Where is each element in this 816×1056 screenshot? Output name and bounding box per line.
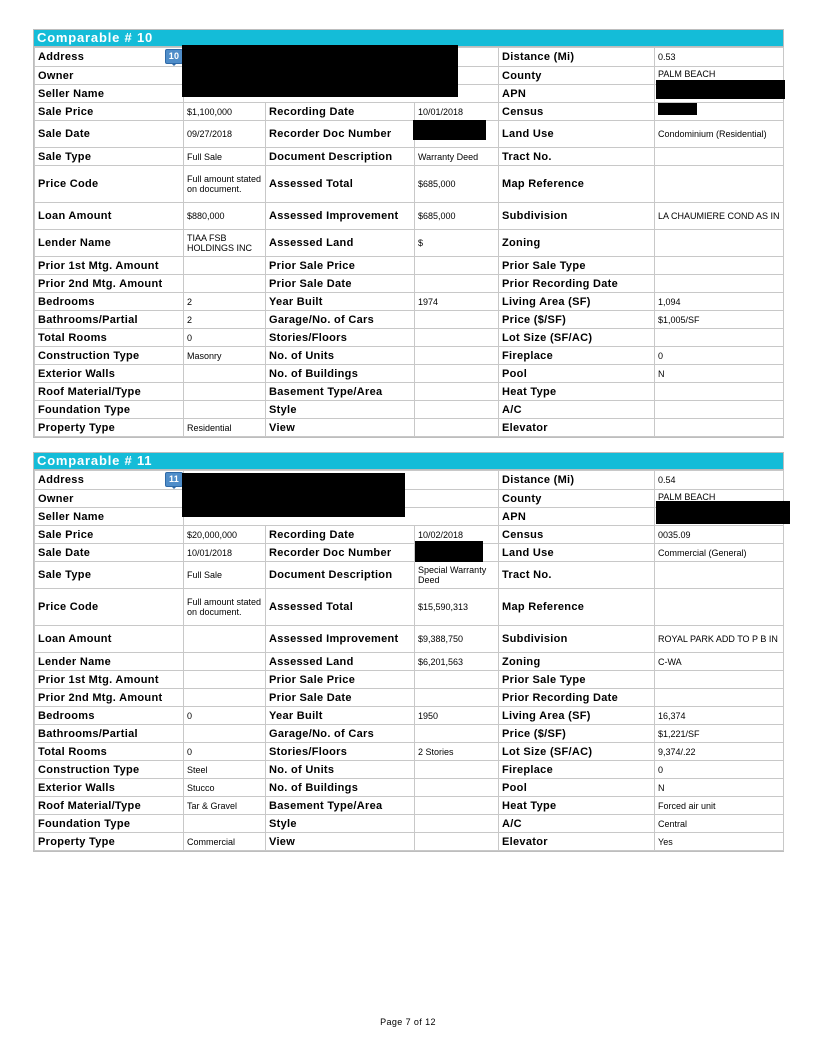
sale-date-label: Sale Date: [35, 121, 184, 148]
bathrooms-label: Bathrooms/Partial: [35, 725, 184, 743]
document-description-value: Special Warranty Deed: [415, 562, 499, 589]
loan-amount-value: $880,000: [184, 203, 266, 230]
assessed-improvement-value: $9,388,750: [415, 626, 499, 653]
bathrooms-value: [184, 725, 266, 743]
exterior-walls-value: [184, 365, 266, 383]
distance-value: 0.54: [655, 471, 784, 490]
comparable-title: Comparable # 11: [34, 453, 783, 470]
living-area-value: 16,374: [655, 707, 784, 725]
view-value: [415, 419, 499, 437]
lender-name-label: Lender Name: [35, 230, 184, 257]
units-value: [415, 347, 499, 365]
exterior-walls-label: Exterior Walls: [35, 779, 184, 797]
construction-type-value: Masonry: [184, 347, 266, 365]
map-pin-icon[interactable]: 10: [165, 49, 183, 64]
subdivision-label: Subdivision: [499, 626, 655, 653]
buildings-label: No. of Buildings: [266, 779, 415, 797]
map-reference-value: [655, 589, 784, 626]
redaction-block: [656, 501, 790, 524]
foundation-label: Foundation Type: [35, 815, 184, 833]
stories-value: [415, 329, 499, 347]
elevator-value: [655, 419, 784, 437]
prior-sale-price-value: [415, 257, 499, 275]
fireplace-label: Fireplace: [499, 347, 655, 365]
redaction-block: [413, 120, 486, 140]
total-rooms-label: Total Rooms: [35, 743, 184, 761]
living-area-value: 1,094: [655, 293, 784, 311]
address-label: Address 10: [35, 48, 184, 67]
prior-recording-date-label: Prior Recording Date: [499, 275, 655, 293]
prior-1st-mtg-value: [184, 671, 266, 689]
redaction-block: [182, 45, 458, 97]
view-value: [415, 833, 499, 851]
sale-type-value: Full Sale: [184, 148, 266, 166]
fireplace-label: Fireplace: [499, 761, 655, 779]
seller-name-label: Seller Name: [35, 508, 184, 526]
fireplace-value: 0: [655, 347, 784, 365]
prior-sale-type-label: Prior Sale Type: [499, 671, 655, 689]
county-label: County: [499, 67, 655, 85]
pool-value: N: [655, 779, 784, 797]
prior-sale-date-label: Prior Sale Date: [266, 689, 415, 707]
pool-label: Pool: [499, 365, 655, 383]
distance-value: 0.53: [655, 48, 784, 67]
lender-name-value: [184, 653, 266, 671]
prior-2nd-mtg-value: [184, 689, 266, 707]
census-value: 0035.09: [655, 526, 784, 544]
apn-label: APN: [499, 85, 655, 103]
heat-type-label: Heat Type: [499, 383, 655, 401]
price-code-label: Price Code: [35, 589, 184, 626]
prior-recording-date-value: [655, 275, 784, 293]
pool-label: Pool: [499, 779, 655, 797]
price-code-label: Price Code: [35, 166, 184, 203]
heat-type-value: Forced air unit: [655, 797, 784, 815]
style-label: Style: [266, 815, 415, 833]
prior-sale-type-label: Prior Sale Type: [499, 257, 655, 275]
living-area-label: Living Area (SF): [499, 293, 655, 311]
price-sf-value: $1,005/SF: [655, 311, 784, 329]
tract-value: [655, 562, 784, 589]
buildings-value: [415, 365, 499, 383]
assessed-land-value: $: [415, 230, 499, 257]
units-label: No. of Units: [266, 347, 415, 365]
redaction-block: [656, 80, 785, 99]
sale-type-label: Sale Type: [35, 148, 184, 166]
lot-size-value: 9,374/.22: [655, 743, 784, 761]
prior-sale-price-value: [415, 671, 499, 689]
redaction-block: [182, 473, 405, 517]
subdivision-label: Subdivision: [499, 203, 655, 230]
stories-label: Stories/Floors: [266, 743, 415, 761]
loan-amount-value: [184, 626, 266, 653]
total-rooms-value: 0: [184, 329, 266, 347]
assessed-improvement-label: Assessed Improvement: [266, 626, 415, 653]
loan-amount-label: Loan Amount: [35, 203, 184, 230]
recording-date-label: Recording Date: [266, 103, 415, 121]
construction-type-label: Construction Type: [35, 761, 184, 779]
ac-value: Central: [655, 815, 784, 833]
seller-name-label: Seller Name: [35, 85, 184, 103]
style-label: Style: [266, 401, 415, 419]
bathrooms-label: Bathrooms/Partial: [35, 311, 184, 329]
buildings-label: No. of Buildings: [266, 365, 415, 383]
comparable-table: [34, 470, 784, 851]
prior-1st-mtg-label: Prior 1st Mtg. Amount: [35, 671, 184, 689]
sale-date-value: 09/27/2018: [184, 121, 266, 148]
basement-label: Basement Type/Area: [266, 383, 415, 401]
tract-label: Tract No.: [499, 562, 655, 589]
living-area-label: Living Area (SF): [499, 707, 655, 725]
assessed-land-label: Assessed Land: [266, 230, 415, 257]
map-reference-label: Map Reference: [499, 166, 655, 203]
prior-2nd-mtg-value: [184, 275, 266, 293]
subdivision-value: ROYAL PARK ADD TO P B IN: [655, 626, 784, 653]
lender-name-value: TIAA FSB HOLDINGS INC: [184, 230, 266, 257]
view-label: View: [266, 419, 415, 437]
recording-date-value: 10/02/2018: [415, 526, 499, 544]
garage-value: [415, 725, 499, 743]
exterior-walls-value: Stucco: [184, 779, 266, 797]
document-description-label: Document Description: [266, 148, 415, 166]
price-code-value: Full amount stated on document.: [184, 589, 266, 626]
units-label: No. of Units: [266, 761, 415, 779]
stories-label: Stories/Floors: [266, 329, 415, 347]
recorder-doc-label: Recorder Doc Number: [266, 544, 415, 562]
roof-value: [184, 383, 266, 401]
assessed-land-label: Assessed Land: [266, 653, 415, 671]
recording-date-label: Recording Date: [266, 526, 415, 544]
recorder-doc-label: Recorder Doc Number: [266, 121, 415, 148]
land-use-value: Condominium (Residential): [655, 121, 784, 148]
assessed-total-value: $685,000: [415, 166, 499, 203]
foundation-value: [184, 815, 266, 833]
lot-size-value: [655, 329, 784, 347]
fireplace-value: 0: [655, 761, 784, 779]
property-type-label: Property Type: [35, 419, 184, 437]
sale-price-value: $20,000,000: [184, 526, 266, 544]
prior-recording-date-value: [655, 689, 784, 707]
census-label: Census: [499, 103, 655, 121]
heat-type-value: [655, 383, 784, 401]
sale-price-value: $1,100,000: [184, 103, 266, 121]
stories-value: 2 Stories: [415, 743, 499, 761]
county-value: PALM BEACH: [655, 490, 784, 508]
distance-label: Distance (Mi): [499, 48, 655, 67]
sale-type-label: Sale Type: [35, 562, 184, 589]
foundation-label: Foundation Type: [35, 401, 184, 419]
sale-price-label: Sale Price: [35, 526, 184, 544]
bathrooms-value: 2: [184, 311, 266, 329]
county-value: PALM BEACH: [655, 67, 784, 85]
price-sf-label: Price ($/SF): [499, 311, 655, 329]
property-type-label: Property Type: [35, 833, 184, 851]
garage-label: Garage/No. of Cars: [266, 311, 415, 329]
redaction-block: [415, 541, 483, 562]
elevator-label: Elevator: [499, 833, 655, 851]
price-sf-value: $1,221/SF: [655, 725, 784, 743]
roof-label: Roof Material/Type: [35, 797, 184, 815]
document-description-label: Document Description: [266, 562, 415, 589]
garage-value: [415, 311, 499, 329]
prior-1st-mtg-label: Prior 1st Mtg. Amount: [35, 257, 184, 275]
style-value: [415, 815, 499, 833]
basement-value: [415, 383, 499, 401]
land-use-label: Land Use: [499, 544, 655, 562]
lot-size-label: Lot Size (SF/AC): [499, 743, 655, 761]
zoning-value: C-WA: [655, 653, 784, 671]
units-value: [415, 761, 499, 779]
land-use-value: Commercial (General): [655, 544, 784, 562]
prior-sale-date-value: [415, 689, 499, 707]
garage-label: Garage/No. of Cars: [266, 725, 415, 743]
prior-sale-price-label: Prior Sale Price: [266, 257, 415, 275]
view-label: View: [266, 833, 415, 851]
document-description-value: Warranty Deed: [415, 148, 499, 166]
zoning-value: [655, 230, 784, 257]
sale-date-value: 10/01/2018: [184, 544, 266, 562]
year-built-label: Year Built: [266, 707, 415, 725]
census-label: Census: [499, 526, 655, 544]
property-type-value: Residential: [184, 419, 266, 437]
prior-sale-type-value: [655, 257, 784, 275]
assessed-total-label: Assessed Total: [266, 589, 415, 626]
bedrooms-value: 0: [184, 707, 266, 725]
buildings-value: [415, 779, 499, 797]
heat-type-label: Heat Type: [499, 797, 655, 815]
sale-price-label: Sale Price: [35, 103, 184, 121]
prior-2nd-mtg-label: Prior 2nd Mtg. Amount: [35, 689, 184, 707]
distance-label: Distance (Mi): [499, 471, 655, 490]
address-label: Address 11: [35, 471, 184, 490]
assessed-total-value: $15,590,313: [415, 589, 499, 626]
apn-label: APN: [499, 508, 655, 526]
year-built-label: Year Built: [266, 293, 415, 311]
owner-label: Owner: [35, 67, 184, 85]
ac-label: A/C: [499, 815, 655, 833]
price-sf-label: Price ($/SF): [499, 725, 655, 743]
roof-value: Tar & Gravel: [184, 797, 266, 815]
tract-value: [655, 148, 784, 166]
map-reference-value: [655, 166, 784, 203]
owner-label: Owner: [35, 490, 184, 508]
total-rooms-label: Total Rooms: [35, 329, 184, 347]
recording-date-value: 10/01/2018: [415, 103, 499, 121]
county-label: County: [499, 490, 655, 508]
ac-value: [655, 401, 784, 419]
sale-type-value: Full Sale: [184, 562, 266, 589]
foundation-value: [184, 401, 266, 419]
prior-sale-price-label: Prior Sale Price: [266, 671, 415, 689]
elevator-label: Elevator: [499, 419, 655, 437]
redaction-block: [658, 103, 697, 115]
assessed-total-label: Assessed Total: [266, 166, 415, 203]
zoning-label: Zoning: [499, 230, 655, 257]
elevator-value: Yes: [655, 833, 784, 851]
prior-sale-date-value: [415, 275, 499, 293]
style-value: [415, 401, 499, 419]
basement-label: Basement Type/Area: [266, 797, 415, 815]
construction-type-value: Steel: [184, 761, 266, 779]
assessed-land-value: $6,201,563: [415, 653, 499, 671]
bedrooms-label: Bedrooms: [35, 293, 184, 311]
bedrooms-value: 2: [184, 293, 266, 311]
ac-label: A/C: [499, 401, 655, 419]
loan-amount-label: Loan Amount: [35, 626, 184, 653]
bedrooms-label: Bedrooms: [35, 707, 184, 725]
basement-value: [415, 797, 499, 815]
sale-date-label: Sale Date: [35, 544, 184, 562]
map-reference-label: Map Reference: [499, 589, 655, 626]
land-use-label: Land Use: [499, 121, 655, 148]
lender-name-label: Lender Name: [35, 653, 184, 671]
prior-2nd-mtg-label: Prior 2nd Mtg. Amount: [35, 275, 184, 293]
page-number: Page 7 of 12: [380, 1017, 436, 1027]
subdivision-value: LA CHAUMIERE COND AS IN: [655, 203, 784, 230]
prior-1st-mtg-value: [184, 257, 266, 275]
construction-type-label: Construction Type: [35, 347, 184, 365]
roof-label: Roof Material/Type: [35, 383, 184, 401]
map-pin-icon[interactable]: 11: [165, 472, 183, 487]
lot-size-label: Lot Size (SF/AC): [499, 329, 655, 347]
year-built-value: 1974: [415, 293, 499, 311]
assessed-improvement-value: $685,000: [415, 203, 499, 230]
price-code-value: Full amount stated on document.: [184, 166, 266, 203]
property-type-value: Commercial: [184, 833, 266, 851]
prior-sale-type-value: [655, 671, 784, 689]
prior-sale-date-label: Prior Sale Date: [266, 275, 415, 293]
prior-recording-date-label: Prior Recording Date: [499, 689, 655, 707]
tract-label: Tract No.: [499, 148, 655, 166]
assessed-improvement-label: Assessed Improvement: [266, 203, 415, 230]
year-built-value: 1950: [415, 707, 499, 725]
zoning-label: Zoning: [499, 653, 655, 671]
total-rooms-value: 0: [184, 743, 266, 761]
comparable-title: Comparable # 10: [34, 30, 783, 47]
exterior-walls-label: Exterior Walls: [35, 365, 184, 383]
pool-value: N: [655, 365, 784, 383]
